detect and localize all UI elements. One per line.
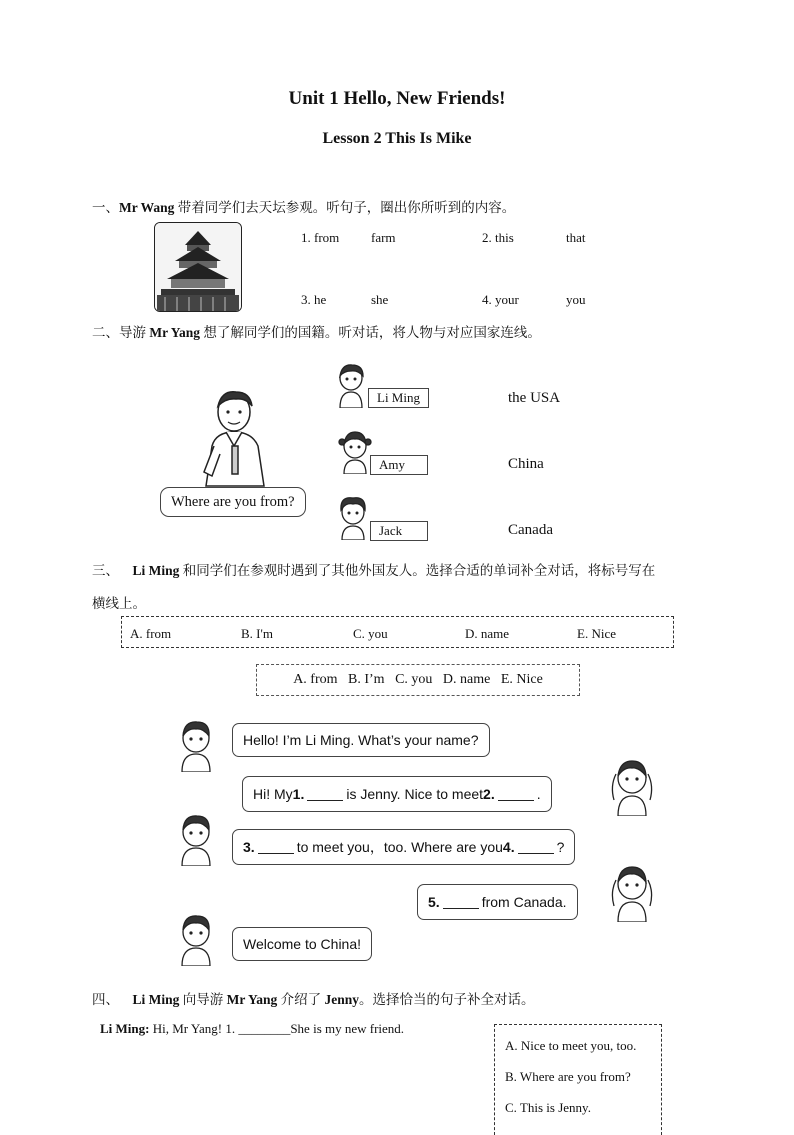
dialog-bubble-1 (232, 723, 490, 757)
li-ming-dialog-avatar (176, 912, 216, 971)
q1-text: 带着同学们去天坛参观。听句子，圈出你所听到的内容。 (174, 200, 516, 215)
sentence-option[interactable]: B. Where are you from? (505, 1069, 631, 1084)
dialog-text: . (536, 786, 541, 802)
q1-number: 一、 (92, 200, 119, 215)
q4-bold: Li Ming (132, 992, 180, 1007)
dialog-text: Hi! My (253, 786, 293, 802)
kid-nameplate: Li Ming (368, 388, 429, 408)
blank-number: 5. (428, 894, 440, 910)
dialog-text: Welcome to China! (243, 936, 362, 952)
word-option[interactable]: E. Nice (577, 626, 616, 641)
amy-avatar (338, 428, 372, 479)
country-label[interactable]: Canada (508, 522, 553, 538)
q2-number: 二、导游 (92, 325, 150, 340)
dialog-text: is Jenny. Nice to meet (346, 786, 484, 802)
q1-option[interactable]: that (566, 230, 586, 245)
q4-bold: Jenny (324, 992, 360, 1007)
dialog-bubble-2 (242, 776, 552, 812)
word-option[interactable]: D. name (465, 626, 510, 641)
word-option[interactable]: A. from (130, 626, 172, 641)
kid-nameplate: Jack (370, 521, 428, 541)
q3-text: 和同学们在参观时遇到了其他外国友人。选择合适的单词补全对话，将标号写在 (179, 563, 656, 578)
q4-number: 四、 (92, 992, 119, 1007)
q3-number: 三、 (92, 563, 119, 578)
jenny-dialog-avatar (608, 756, 656, 821)
blank-number: 3. (243, 839, 255, 855)
q1-bold: Mr Wang (119, 200, 175, 215)
q1-option[interactable]: you (566, 292, 586, 307)
q1-instruction (92, 196, 515, 216)
blank-number: 2. (483, 786, 495, 802)
dialog-bubble-5 (232, 927, 372, 961)
country-label[interactable]: the USA (508, 390, 561, 406)
blank-number: 4. (502, 839, 515, 855)
answer-blank[interactable] (443, 896, 479, 909)
q4-text: 。选择恰当的句子补全对话。 (359, 992, 535, 1007)
temple-of-heaven-image (154, 222, 242, 312)
lesson-title: Lesson 2 This Is Mike (322, 130, 472, 147)
sentence-option[interactable]: C. This is Jenny. (505, 1100, 591, 1115)
guide-speech-text: Where are you from? (171, 493, 295, 510)
answer-blank[interactable] (518, 841, 554, 854)
q1-option[interactable]: 2. this (482, 230, 514, 245)
speaker-label: Li Ming: (100, 1021, 150, 1036)
li-ming-avatar (334, 362, 368, 413)
page-title: Unit 1 Hello, New Friends! (288, 88, 506, 109)
dialog-text: from Canada. (481, 894, 567, 910)
dialog-bubble-3 (232, 829, 575, 865)
q1-option[interactable]: 3. he (301, 292, 327, 307)
q4-text: 向导游 (179, 992, 227, 1007)
q4-instruction (92, 988, 535, 1008)
word-option[interactable]: C. you (353, 626, 388, 641)
q4-text: 介绍了 (277, 992, 325, 1007)
dialog-line-text: Hi, Mr Yang! 1. ________She is my new friend. (149, 1021, 405, 1036)
q2-text: 想了解同学们的国籍。听对话，将人物与对应国家连线。 (200, 325, 541, 340)
sentence-option[interactable]: A. Nice to meet you, too. (505, 1038, 637, 1053)
dialog-text: ? (556, 839, 565, 855)
guide-speech-bubble (160, 487, 306, 517)
q4-bold: Mr Yang (226, 992, 278, 1007)
word-option[interactable]: B. I'm (241, 626, 273, 641)
jenny-dialog-avatar (608, 862, 656, 927)
q2-instruction (92, 321, 541, 341)
q1-option[interactable]: 1. from (301, 230, 340, 245)
li-ming-dialog-avatar (176, 718, 216, 777)
li-ming-dialog-avatar (176, 812, 216, 871)
jack-avatar (336, 494, 370, 545)
q3-instruction (92, 559, 712, 579)
q1-option[interactable]: 4. your (482, 292, 519, 307)
q4-dialog-line (100, 1021, 404, 1037)
country-label[interactable]: China (508, 456, 544, 472)
q1-option[interactable]: she (371, 292, 389, 307)
q3-instruction-line2: 横线上。 (92, 596, 146, 611)
blank-number: 1. (292, 786, 305, 802)
dialog-text: Hello! I’m Li Ming. What’s your name? (243, 732, 479, 748)
dialog-text: to meet you，too. Where are you (296, 839, 503, 855)
dialog-bubble-4 (417, 884, 578, 920)
guide-figure (198, 386, 272, 494)
kid-nameplate: Amy (370, 455, 428, 475)
answer-blank[interactable] (258, 841, 294, 854)
answer-blank[interactable] (307, 788, 343, 801)
answer-blank[interactable] (498, 788, 534, 801)
word-bank-box-2: A. from B. I’m C. you D. name E. Nice (256, 664, 580, 696)
q2-bold: Mr Yang (149, 325, 200, 340)
q1-option[interactable]: farm (371, 230, 396, 245)
q3-bold: Li Ming (132, 563, 180, 578)
